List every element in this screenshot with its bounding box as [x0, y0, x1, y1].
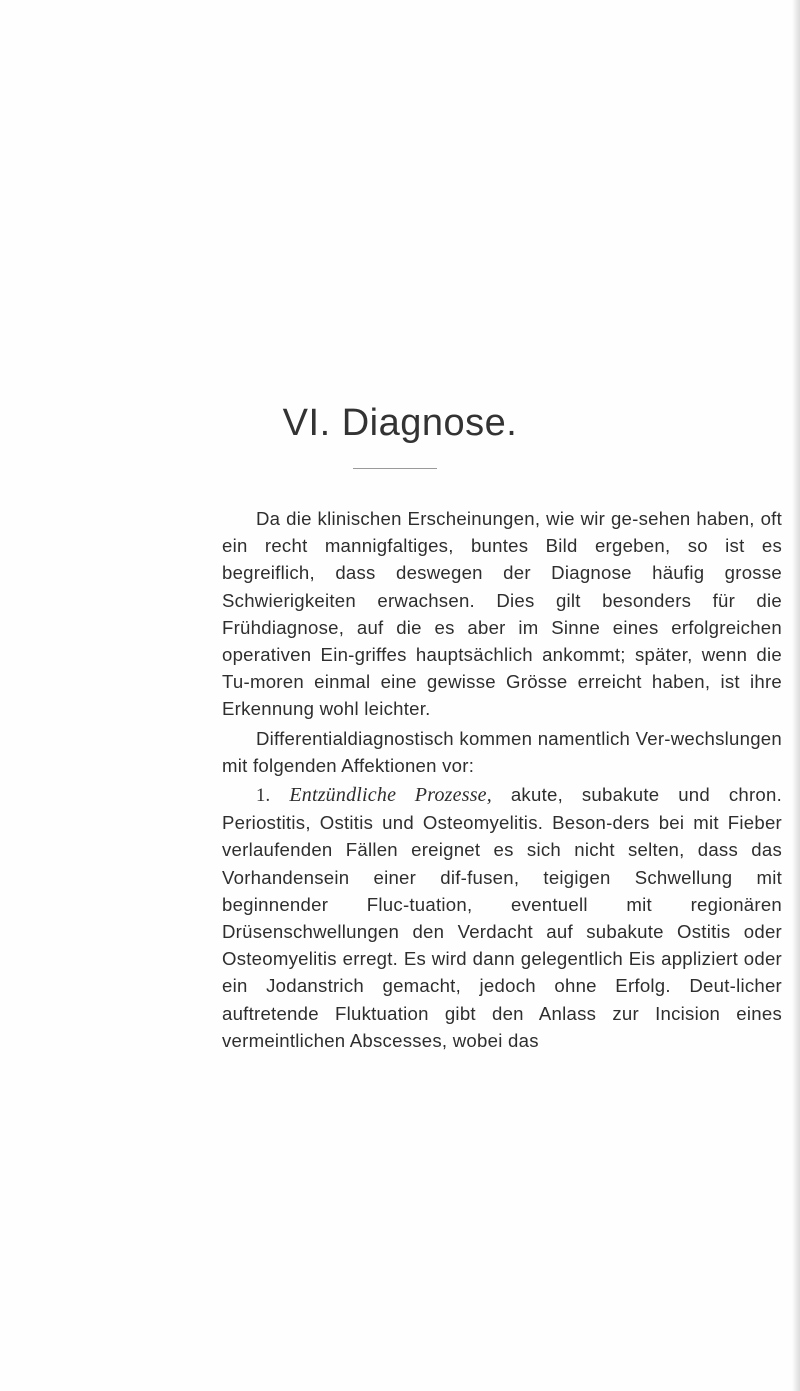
list-item-text: akute, subakute und chron. Periostitis, Ostitis und Osteomyelitis. Beson-ders bei mit Fieber verlaufenden Fällen ereignet es sich nicht selten, dass das Vorhandensein einer dif-fusen, teigigen Schwellung mit beginnender Fluc-tuation, eventuell mit regionären Drüsenschwellungen den Verdacht auf subakute Ostitis oder Osteomyelitis erregt. Es wird dann gelegentlich Eis appliziert oder ein Jodanstrich gemacht, jedoch ohne Erfolg. Deut-licher auftretende Fluktuation gibt den Anlass zur Incision eines vermeintlichen Abscesses, wobei das: [222, 784, 783, 1051]
body-text: [222, 505, 782, 1054]
list-item-number: 1.: [256, 785, 271, 807]
paragraph-intro: Da die klinischen Erscheinungen, wie wir ge-sehen haben, oft ein recht mannigfaltiges, buntes Bild ergeben, so ist es begreiflich, dass deswegen der Diagnose häufig grosse Schwierigkeiten erwachsen. Dies gilt besonders für die Frühdiagnose, auf die es aber im Sinne eines erfolgreichen operativen Ein-griffes hauptsächlich ankommt; später, wenn die Tu-moren einmal eine gewisse Grösse erreicht haben, ist ihre Erkennung wohl leichter.: [222, 508, 782, 720]
page-edge-shadow: [792, 0, 800, 1391]
heading-divider: [353, 468, 437, 469]
list-item-inflammatory: [222, 781, 782, 1054]
paragraph-differential: Differentialdiagnostisch kommen namentlich Ver-wechslungen mit folgenden Affektionen vor:: [222, 727, 782, 776]
list-item-title: Entzündliche Prozesse,: [289, 784, 492, 807]
chapter-heading: VI. Diagnose.: [282, 402, 518, 444]
